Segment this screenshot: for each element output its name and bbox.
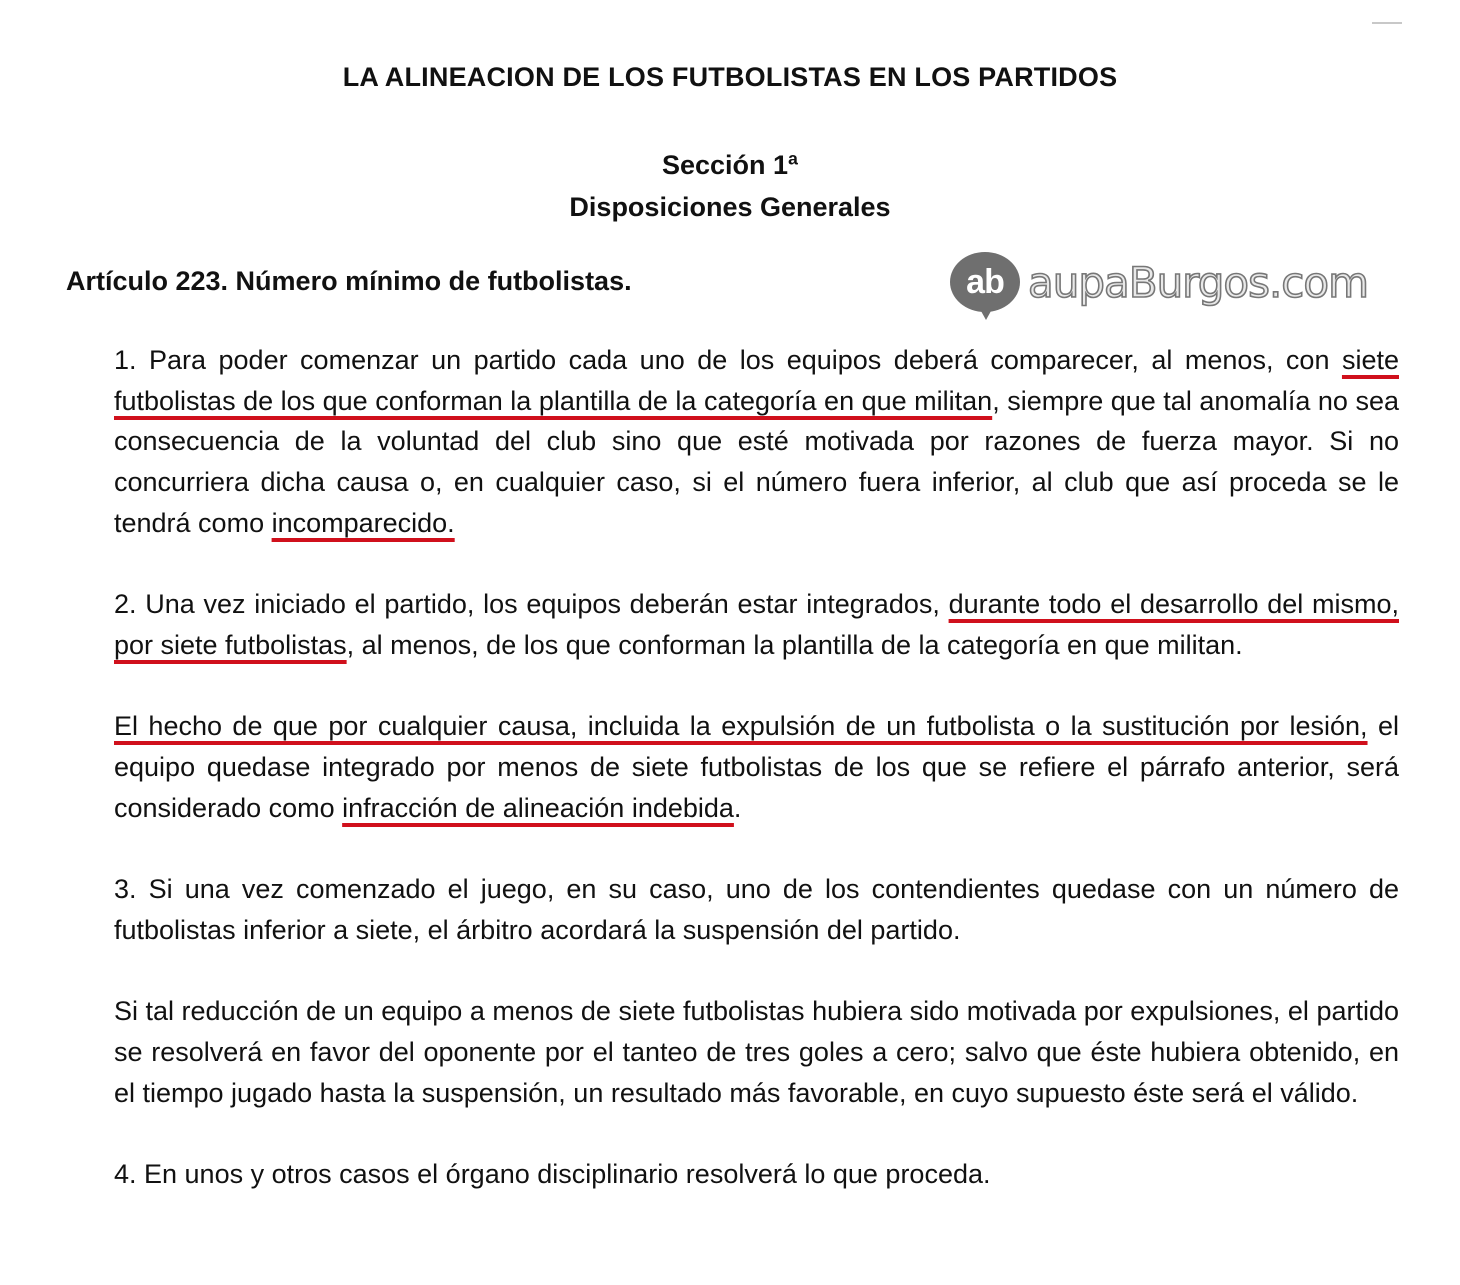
text-run: 2. Una vez iniciado el partido, los equipos deberán estar integrados, <box>114 589 949 620</box>
paragraph-4: 3. Si una vez comenzado el juego, en su caso, uno de los contendientes quedase con un número de futbolistas inferior a siete, el árbitro acordará la suspensión del partido. <box>114 874 1399 945</box>
paragraph-5: Si tal reducción de un equipo a menos de siete futbolistas hubiera sido motivada por expulsiones, el partido se resolverá en favor del oponente por el tanteo de tres goles a cero; salvo que éste hubiera obtenido, en el tiempo jugado hasta la suspensión, un resultado más favorable, en cuyo supuesto éste será el válido. <box>114 996 1399 1108</box>
text-run: 1. Para poder comenzar un partido cada uno de los equipos deberá comparecer, al menos, con <box>114 345 1342 375</box>
section-number: Sección 1ª <box>661 150 799 180</box>
underlined-text: siete futbolistas de los que conforman la plantilla de la categoría en que militan <box>114 345 1399 416</box>
text-run: . <box>733 792 742 823</box>
underlined-text: infracción de alineación indebida <box>342 792 734 823</box>
paragraph-3 <box>114 706 1399 828</box>
watermark <box>950 246 1368 318</box>
underlined-text: durante todo el desarrollo del mismo, por siete futbolistas <box>114 589 1399 660</box>
watermark-logo-icon <box>950 252 1020 312</box>
article-body <box>114 340 1399 1195</box>
article-heading: Artículo 223. Número mínimo de futbolistas. <box>66 266 632 296</box>
text-run: , al menos, de los que conforman la plantilla de la categoría en que militan. <box>346 629 1243 660</box>
underlined-text: El hecho de que por cualquier causa, incluida la expulsión de un futbolista o la sustitución por lesión, <box>114 711 1368 742</box>
paragraph-2 <box>114 584 1399 665</box>
watermark-logo-text: ab <box>950 252 1020 312</box>
underlined-text: incomparecido. <box>271 507 455 538</box>
speech-bubble-tail-icon <box>976 302 996 320</box>
paragraph-1 <box>114 340 1399 544</box>
text-run: , siempre que tal anomalía no sea consecuencia de la voluntad del club sino que esté motivada por razones de fuerza mayor. Si no concurriera dicha causa o, en cualquier caso, si el número fuera inferior, al club que así proceda se le tendrá como <box>114 385 1399 538</box>
watermark-site: aupaBurgos.com <box>1028 257 1369 307</box>
corner-mark <box>1372 22 1402 28</box>
section-heading <box>0 144 1460 228</box>
section-subtitle: Disposiciones Generales <box>569 192 891 222</box>
paragraph-6: 4. En unos y otros casos el órgano disciplinario resolverá lo que proceda. <box>114 1158 991 1189</box>
document-title: LA ALINEACION DE LOS FUTBOLISTAS EN LOS PARTIDOS <box>342 62 1118 92</box>
text-run: el equipo quedase integrado por menos de siete futbolistas de los que se refiere el párrafo anterior, será considerado como <box>114 711 1399 823</box>
